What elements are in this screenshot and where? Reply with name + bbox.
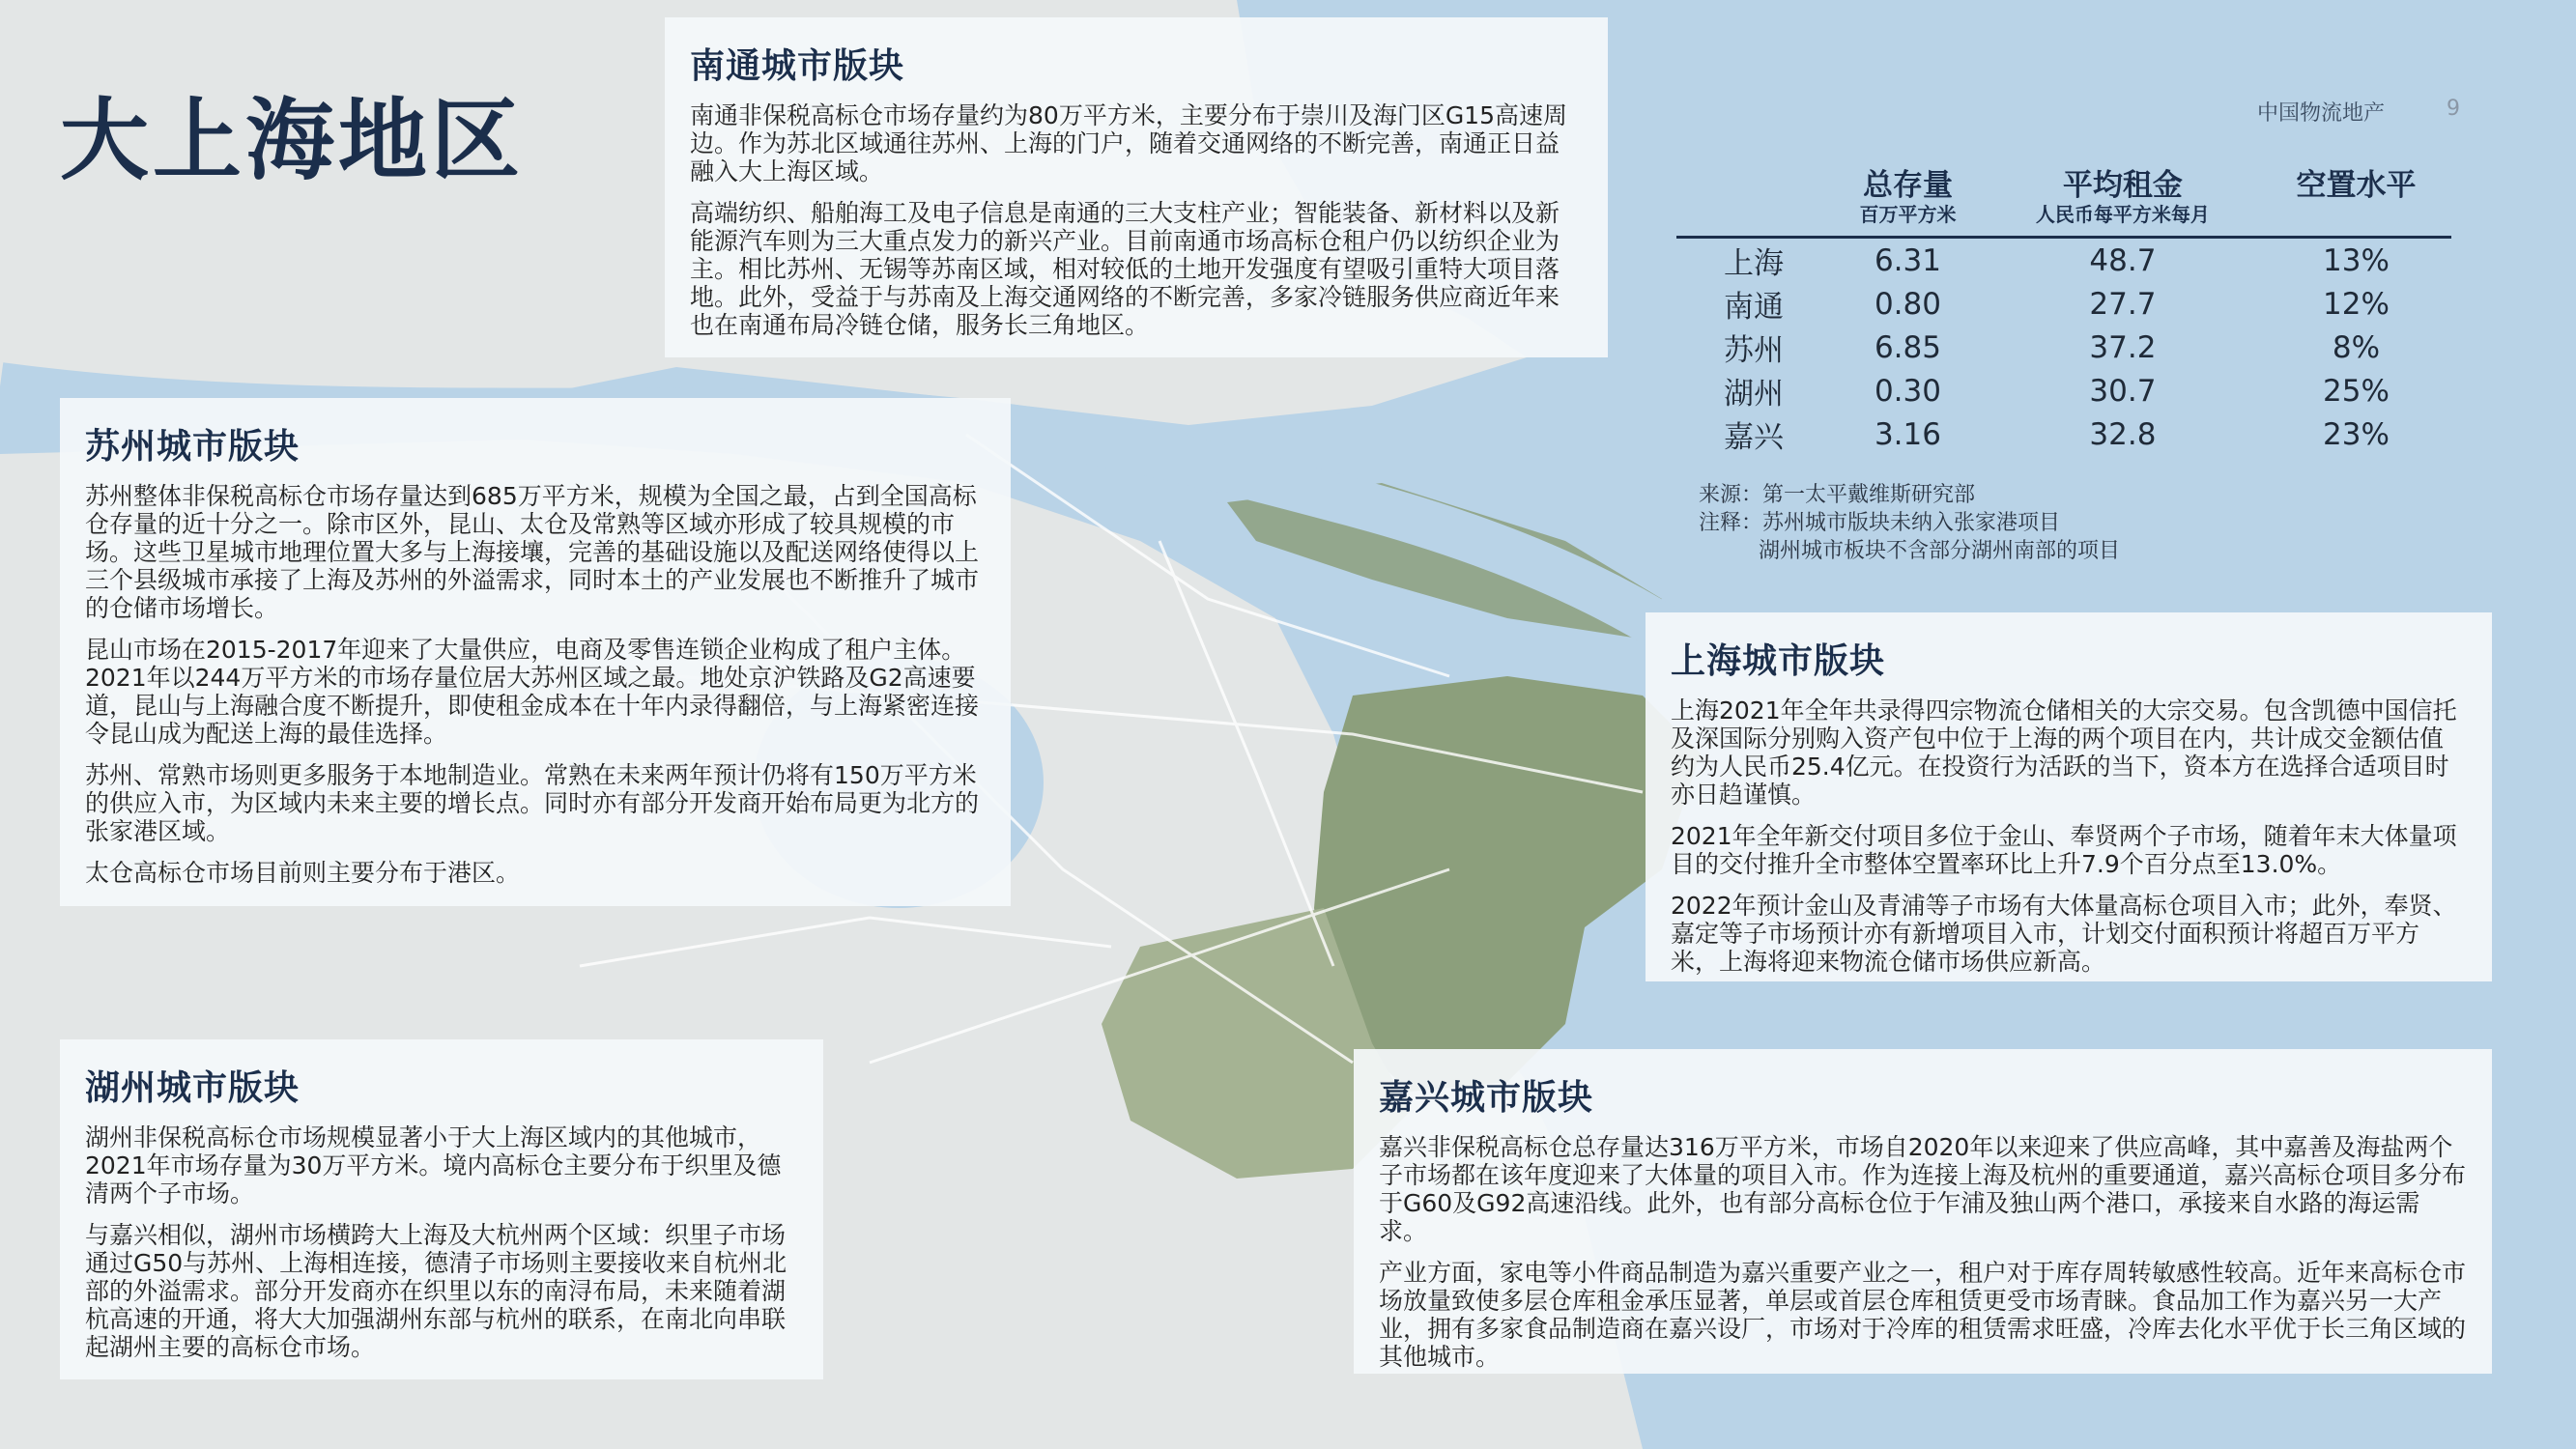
nantong-paragraph-2: 高端纺织、船舶海工及电子信息是南通的三大支柱产业；智能装备、新材料以及新能源汽车则为三大重点发力的新兴产业。目前南通市场高标仓租户仍以纺织企业为主。相比苏州、无锡等苏南区域，相对较低的土地开发强度有望吸引重特大项目落地。此外，受益于与苏南及上海交通网络的不断完善，多家冷链服务供应商近年来也在南通布局冷链仓储，服务长三角地区。 xyxy=(690,199,1560,339)
header-average-rent: 平均租金 人民币每平方米每月 xyxy=(2035,168,2210,226)
huzhou-heading: 湖州城市版块 xyxy=(85,1068,301,1108)
table-cell: 8% xyxy=(2332,329,2381,365)
table-row xyxy=(1676,326,2451,369)
source-note: 来源：第一太平戴维斯研究部 xyxy=(1699,483,1976,507)
table-header-row xyxy=(1676,162,2451,238)
table-cell: 嘉兴 xyxy=(1724,420,1784,455)
suzhou-panel xyxy=(60,398,1011,906)
suzhou-heading: 苏州城市版块 xyxy=(85,427,301,467)
table-cell: 6.85 xyxy=(1874,329,1941,365)
jiaxing-heading: 嘉兴城市版块 xyxy=(1379,1078,1594,1118)
summary-table-block xyxy=(1676,162,2449,456)
nantong-paragraph-1: 南通非保税高标仓市场存量约为80万平方米，主要分布于崇川及海门区G15高速周边。作为苏北区域通往苏州、上海的门户，随着交通网络的不断完善，南通正日益融入大上海区域。 xyxy=(690,101,1567,185)
suzhou-paragraph-2: 昆山市场在2015-2017年迎来了大量供应，电商及零售连锁企业构成了租户主体。2021年以244万平方米的市场存量位居大苏州区域之最。地处京沪铁路及G2高速要道，昆山与上海融合度不断提升，即使租金成本在十年内录得翻倍，与上海紧密连接令昆山成为配送上海的最佳选择。 xyxy=(85,636,980,748)
header-city xyxy=(1676,162,1831,238)
table-notes xyxy=(1699,481,2120,565)
summary-table xyxy=(1676,162,2451,456)
huzhou-paragraph-2: 与嘉兴相似，湖州市场横跨大上海及大杭州两个区域：织里子市场通过G50与苏州、上海相连接，德清子市场则主要接收来自杭州北部的外溢需求。部分开发商亦在织里以东的南浔布局，未来随着湖杭高速的开通，将大大加强湖州东部与杭州的联系，在南北向串联起湖州主要的高标仓市场。 xyxy=(85,1221,787,1361)
table-cell: 23% xyxy=(2323,416,2390,452)
shanghai-panel xyxy=(1646,612,2492,981)
table-cell: 13% xyxy=(2323,242,2390,278)
table-cell: 苏州 xyxy=(1724,333,1784,368)
table-cell: 0.30 xyxy=(1874,373,1941,409)
table-cell: 27.7 xyxy=(2089,286,2157,322)
header-total-stock: 总存量 百万平方米 xyxy=(1859,168,1957,226)
table-cell: 南通 xyxy=(1724,290,1784,325)
nantong-heading: 南通城市版块 xyxy=(690,46,905,86)
table-row xyxy=(1676,282,2451,326)
table-cell: 12% xyxy=(2323,286,2390,322)
table-cell: 0.80 xyxy=(1874,286,1941,322)
table-cell: 32.8 xyxy=(2089,416,2157,452)
table-row xyxy=(1676,412,2451,456)
suzhou-paragraph-4: 太仓高标仓市场目前则主要分布于港区。 xyxy=(85,859,521,887)
table-cell: 37.2 xyxy=(2089,329,2157,365)
huzhou-paragraph-1: 湖州非保税高标仓市场规模显著小于大上海区域内的其他城市，2021年市场存量为30万平方米。境内高标仓主要分布于织里及德清两个子市场。 xyxy=(85,1123,782,1208)
jiaxing-paragraph-2: 产业方面，家电等小件商品制造为嘉兴重要产业之一，租户对于库存周转敏感性较高。近年来高标仓市场放量致使多层仓库租金承压显著，单层或首层仓库租赁更受市场青睐。食品加工作为嘉兴另一大产业，拥有多家食品制造商在嘉兴设厂，市场对于冷库的租赁需求旺盛，冷库去化水平优于长三角区域的其他城市。 xyxy=(1379,1259,2467,1371)
table-cell: 上海 xyxy=(1724,246,1784,281)
table-cell: 30.7 xyxy=(2089,373,2157,409)
table-cell: 6.31 xyxy=(1874,242,1941,278)
huzhou-panel xyxy=(60,1039,823,1379)
suzhou-paragraph-1: 苏州整体非保税高标仓市场存量达到685万平方米，规模为全国之最，占到全国高标仓存量的近十分之一。除市区外，昆山、太仓及常熟等区域亦形成了较具规模的市场。这些卫星城市地理位置大多与上海接壤，完善的基础设施以及配送网络使得以上三个县级城市承接了上海及苏州的外溢需求，同时本土的产业发展也不断推升了城市的仓储市场增长。 xyxy=(85,482,980,622)
table-cell: 48.7 xyxy=(2089,242,2157,278)
table-cell: 湖州 xyxy=(1724,377,1784,412)
table-row xyxy=(1676,238,2451,283)
shanghai-paragraph-2: 2021年全年新交付项目多位于金山、奉贤两个子市场，随着年末大体量项目的交付推升全市整体空置率环比上升7.9个百分点至13.0%。 xyxy=(1671,822,2457,878)
table-cell: 3.16 xyxy=(1874,416,1941,452)
jiaxing-paragraph-1: 嘉兴非保税高标仓总存量达316万平方米，市场自2020年以来迎来了供应高峰，其中嘉善及海盐两个子市场都在该年度迎来了大体量的项目入市。作为连接上海及杭州的重要通道，嘉兴高标仓项目多分布于G60及G92高速沿线。此外，也有部分高标仓位于乍浦及独山两个港口，承接来自水路的海运需求。 xyxy=(1379,1133,2467,1245)
table-cell: 25% xyxy=(2323,373,2390,409)
brand-label: 中国物流地产 xyxy=(2257,101,2386,126)
shanghai-heading: 上海城市版块 xyxy=(1671,641,1886,681)
suzhou-paragraph-3: 苏州、常熟市场则更多服务于本地制造业。常熟在未来两年预计仍将有150万平方米的供应入市，为区域内未来主要的增长点。同时亦有部分开发商开始布局更为北方的张家港区域。 xyxy=(85,761,980,845)
jiaxing-panel xyxy=(1354,1049,2492,1374)
page-number: 9 xyxy=(2447,97,2460,121)
shanghai-paragraph-1: 上海2021年全年共录得四宗物流仓储相关的大宗交易。包含凯德中国信托及深国际分别购入资产包中位于上海的两个项目在内，共计成交金额估值约为人民币25.4亿元。在投资行为活跃的当下，资本方在选择合适项目时亦日趋谨慎。 xyxy=(1671,696,2457,809)
footnote-2: 湖州城市板块不含部分湖州南部的项目 xyxy=(1759,539,2121,563)
nantong-panel xyxy=(665,17,1608,357)
footnote-1: 注释：苏州城市版块未纳入张家港项目 xyxy=(1699,511,2061,535)
page-title: 大上海地区 xyxy=(60,89,525,192)
shanghai-paragraph-3: 2022年预计金山及青浦等子市场有大体量高标仓项目入市；此外，奉贤、嘉定等子市场预计亦有新增项目入市，计划交付面积预计将超百万平方米，上海将迎来物流仓储市场供应新高。 xyxy=(1671,892,2457,976)
table-row xyxy=(1676,369,2451,412)
header-vacancy: 空置水平 xyxy=(2296,168,2417,203)
